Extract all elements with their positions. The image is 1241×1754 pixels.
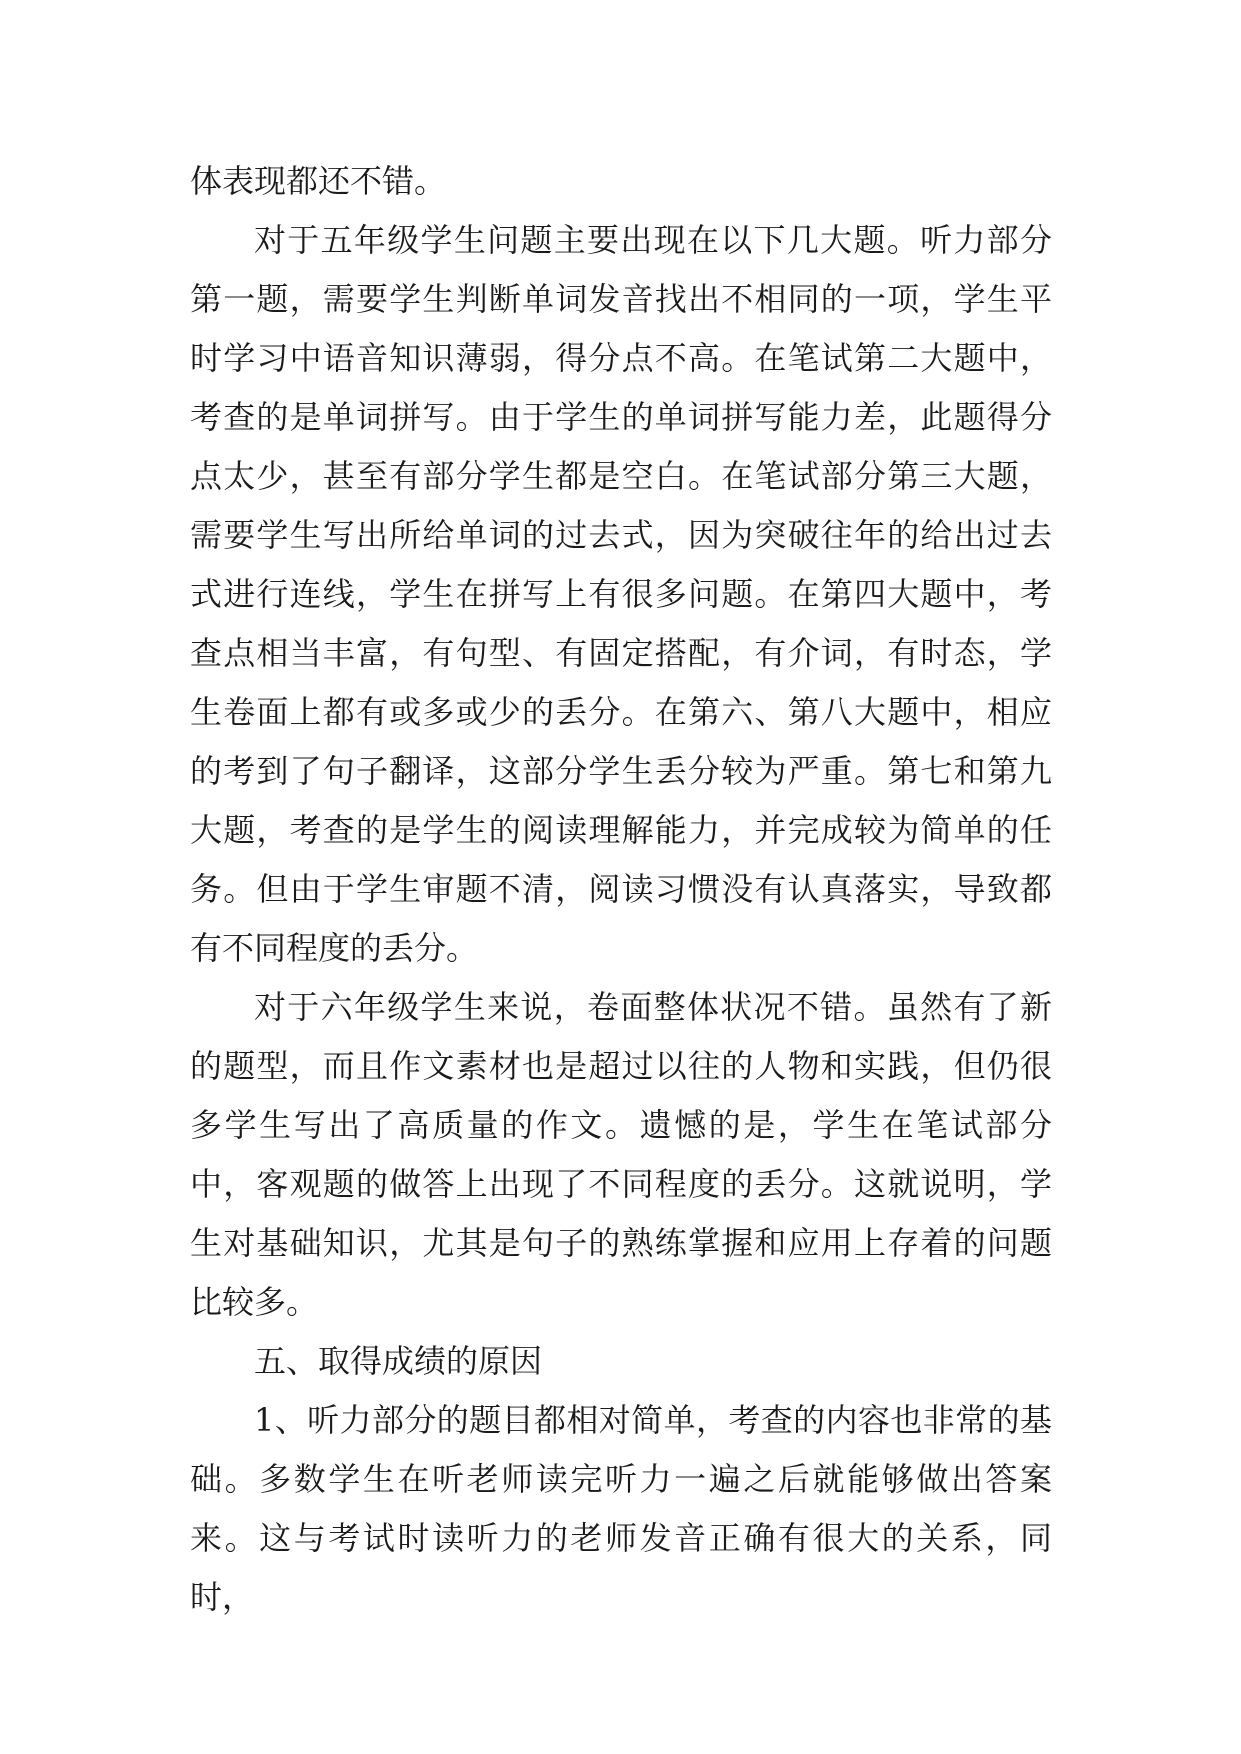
paragraph-reason-one: 1、听力部分的题目都相对简单，考查的内容也非常的基础。多数学生在听老师读完听力一遍之后就能够做出答案来。这与考试时读听力的老师发音正确有很大的关系，同时， <box>190 1401 1052 1616</box>
paragraph-continuation: 体表现都还不错。 <box>190 162 447 200</box>
paragraph-grade-six-issues: 对于六年级学生来说，卷面整体状况不错。虽然有了新的题型，而且作文素材也是超过以往的人物和实践，但仍很多学生写出了高质量的作文。遗憾的是，学生在笔试部分中，客观题的做答上出现了不同程度的丢分。这就说明，学生对基础知识，尤其是句子的熟练掌握和应用上存着的问题比较多。 <box>190 988 1052 1321</box>
section-heading-reasons: 五、取得成绩的原因 <box>254 1342 543 1380</box>
document-body <box>190 152 1052 1627</box>
paragraph-grade-five-issues: 对于五年级学生问题主要出现在以下几大题。听力部分第一题，需要学生判断单词发音找出不相同的一项，学生平时学习中语音知识薄弱，得分点不高。在笔试第二大题中，考查的是单词拼写。由于学生的单词拼写能力差，此题得分点太少，甚至有部分学生都是空白。在笔试部分第三大题，需要学生写出所给单词的过去式，因为突破往年的给出过去式进行连线，学生在拼写上有很多问题。在第四大题中，考查点相当丰富，有句型、有固定搭配，有介词，有时态，学生卷面上都有或多或少的丢分。在第六、第八大题中，相应的考到了句子翻译，这部分学生丢分较为严重。第七和第九大题，考查的是学生的阅读理解能力，并完成较为简单的任务。但由于学生审题不清，阅读习惯没有认真落实，导致都有不同程度的丢分。 <box>190 221 1052 967</box>
